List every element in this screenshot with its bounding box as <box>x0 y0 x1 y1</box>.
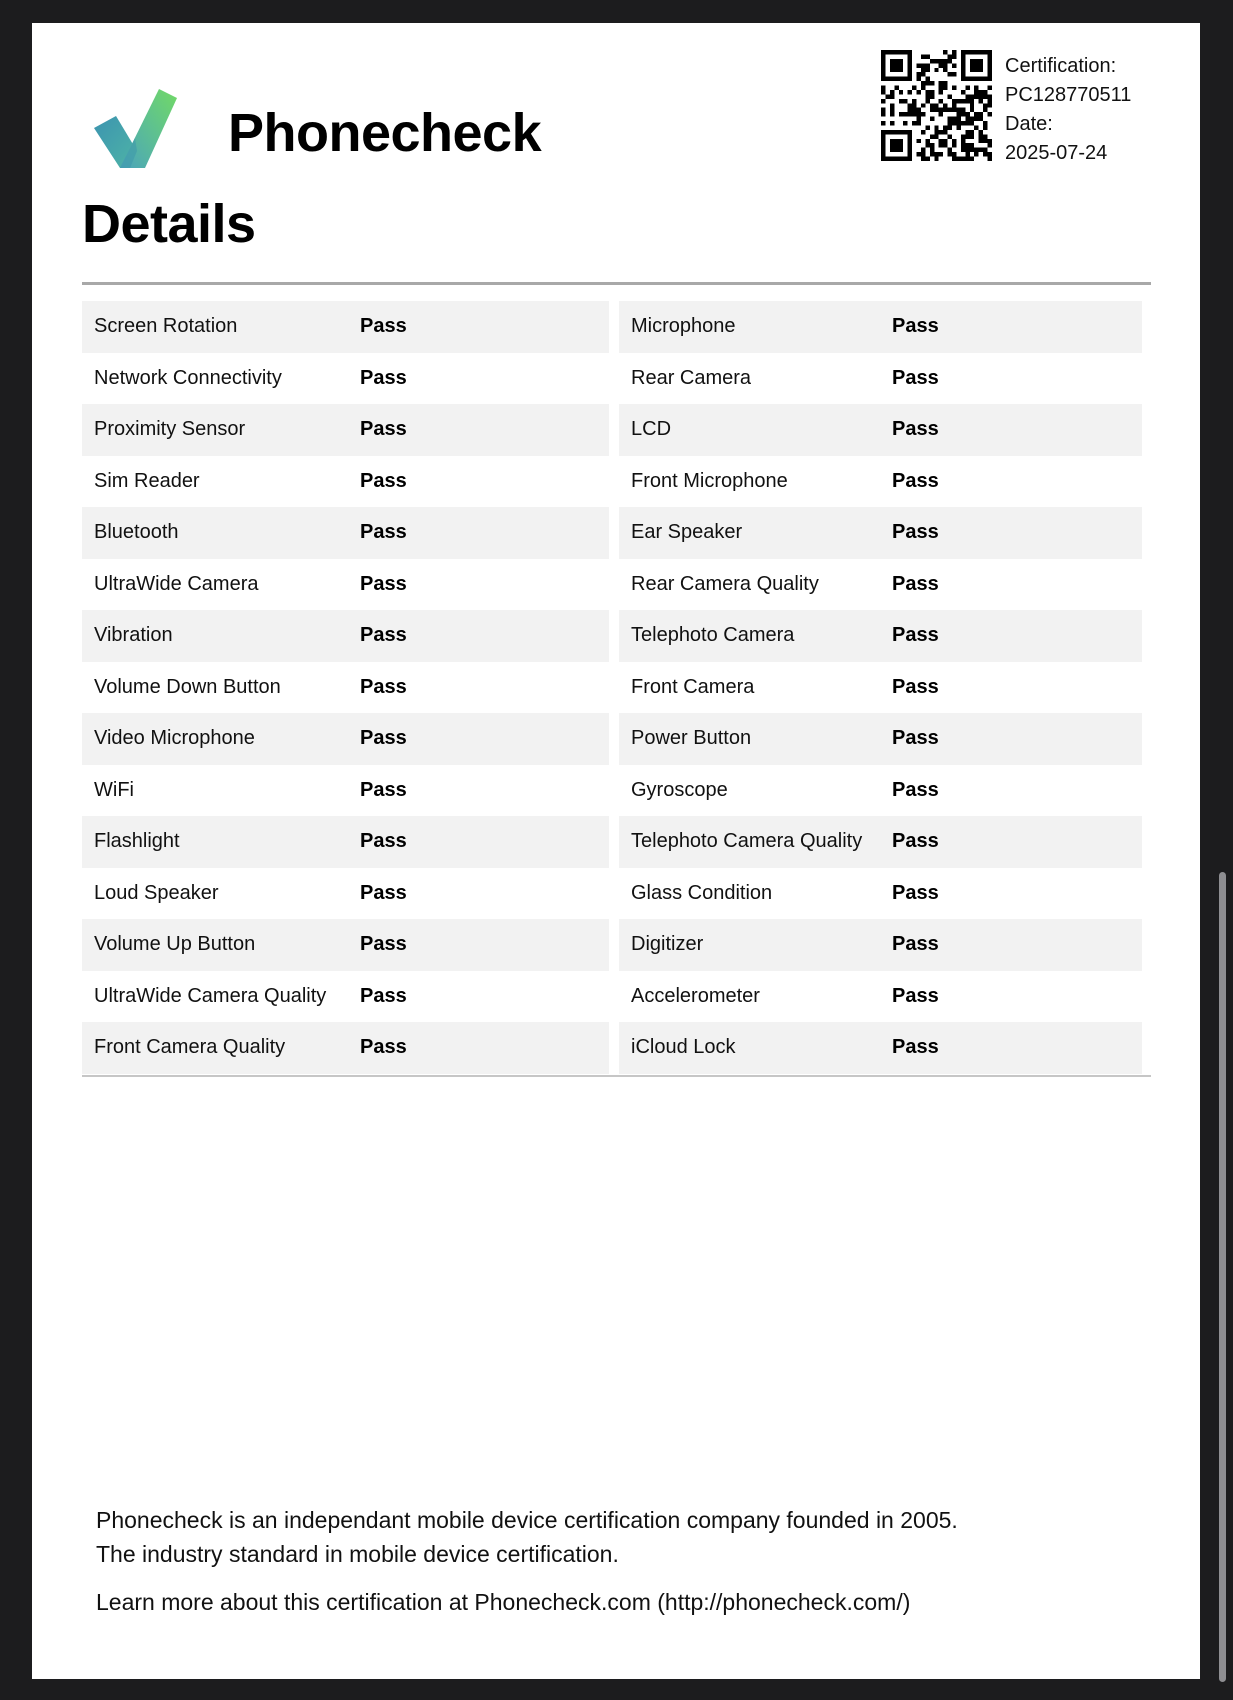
test-name: LCD <box>631 418 672 440</box>
scrollbar[interactable] <box>1217 0 1227 1700</box>
table-row <box>619 713 1142 765</box>
test-result: Pass <box>892 984 939 1007</box>
table-row <box>619 404 1142 456</box>
details-column-right <box>619 301 1142 1074</box>
test-result: Pass <box>360 624 407 646</box>
date-value: 2025-07-24 <box>1005 142 1108 164</box>
test-name: Sim Reader <box>94 469 200 492</box>
test-result: Pass <box>360 727 407 749</box>
test-name: Rear Camera Quality <box>631 572 819 595</box>
test-name: Glass Condition <box>631 881 773 904</box>
test-name: Front Camera <box>631 675 755 698</box>
table-row <box>619 456 1142 508</box>
test-result: Pass <box>360 315 407 337</box>
test-result: Pass <box>892 778 939 801</box>
table-row <box>82 1022 609 1074</box>
table-row <box>82 662 609 714</box>
test-name: UltraWide Camera <box>94 572 259 595</box>
table-row <box>82 713 609 765</box>
test-name: Accelerometer <box>631 984 760 1007</box>
divider <box>82 1075 1151 1077</box>
table-row <box>82 507 609 559</box>
test-result: Pass <box>892 572 939 595</box>
test-name: Volume Up Button <box>94 933 256 955</box>
test-result: Pass <box>892 418 939 440</box>
footer-about: Phonecheck is an independant mobile device certification company founded in 2005. <box>96 1507 958 1533</box>
details-column-left <box>82 301 609 1074</box>
table-row <box>619 662 1142 714</box>
test-result: Pass <box>892 675 939 698</box>
test-name: UltraWide Camera Quality <box>94 984 327 1007</box>
test-result: Pass <box>360 984 407 1007</box>
test-result: Pass <box>892 933 939 955</box>
table-row <box>619 765 1142 817</box>
test-name: Microphone <box>631 315 736 337</box>
test-name: Screen Rotation <box>94 315 238 337</box>
table-row <box>619 816 1142 868</box>
test-result: Pass <box>892 881 939 904</box>
test-name: Volume Down Button <box>94 675 281 698</box>
qr-code <box>881 50 992 161</box>
table-row <box>82 816 609 868</box>
test-result: Pass <box>892 727 939 749</box>
table-row <box>619 610 1142 662</box>
test-result: Pass <box>360 933 407 955</box>
test-result: Pass <box>892 521 939 543</box>
test-result: Pass <box>360 830 407 852</box>
scrollbar-thumb[interactable] <box>1219 872 1226 1682</box>
test-name: Video Microphone <box>94 727 255 749</box>
test-result: Pass <box>892 1036 939 1058</box>
brand-logo <box>90 68 540 168</box>
checkmark-logo-icon <box>90 68 180 168</box>
test-name: Flashlight <box>94 830 180 852</box>
test-name: Power Button <box>631 727 752 749</box>
test-result: Pass <box>360 881 407 904</box>
footer <box>96 1503 958 1619</box>
table-row <box>619 559 1142 611</box>
test-result: Pass <box>360 572 407 595</box>
test-name: Bluetooth <box>94 521 179 543</box>
table-row <box>619 1022 1142 1074</box>
table-row <box>619 868 1142 920</box>
footer-tagline: The industry standard in mobile device certification. <box>96 1541 619 1567</box>
table-row <box>82 559 609 611</box>
date-label: Date: <box>1005 113 1053 135</box>
test-name: Vibration <box>94 624 173 646</box>
table-row <box>619 507 1142 559</box>
test-name: Front Microphone <box>631 469 788 492</box>
certificate-info <box>1005 52 1131 168</box>
test-name: Network Connectivity <box>94 366 282 389</box>
test-result: Pass <box>360 778 407 801</box>
test-name: Ear Speaker <box>631 521 743 543</box>
table-row <box>619 919 1142 971</box>
page-title: Details <box>82 194 256 254</box>
test-name: Rear Camera <box>631 366 752 389</box>
test-result: Pass <box>360 675 407 698</box>
test-name: Gyroscope <box>631 778 728 801</box>
test-result: Pass <box>360 366 407 389</box>
table-row <box>82 971 609 1023</box>
table-row <box>619 971 1142 1023</box>
certification-number: PC128770511 <box>1005 84 1132 106</box>
certificate-page <box>32 23 1200 1679</box>
test-name: Digitizer <box>631 933 704 955</box>
test-result: Pass <box>360 1036 407 1058</box>
qr-code-icon <box>881 50 992 161</box>
test-name: Loud Speaker <box>94 881 219 904</box>
table-row <box>82 765 609 817</box>
test-result: Pass <box>360 469 407 492</box>
table-row <box>82 610 609 662</box>
test-result: Pass <box>360 521 407 543</box>
table-row <box>82 353 609 405</box>
test-result: Pass <box>892 315 939 337</box>
brand-name: Phonecheck <box>228 103 542 163</box>
divider <box>82 282 1151 285</box>
test-name: Front Camera Quality <box>94 1036 286 1058</box>
table-row <box>619 353 1142 405</box>
footer-learn-more-link[interactable]: Learn more about this certification at Phonecheck.com (http://phonecheck.com/) <box>96 1589 911 1615</box>
test-result: Pass <box>892 624 939 646</box>
table-row <box>82 404 609 456</box>
test-name: Telephoto Camera Quality <box>631 830 863 852</box>
table-row <box>619 301 1142 353</box>
table-row <box>82 868 609 920</box>
certification-label: Certification: <box>1005 55 1117 77</box>
test-name: WiFi <box>94 778 134 801</box>
table-row <box>82 919 609 971</box>
test-result: Pass <box>892 469 939 492</box>
table-row <box>82 301 609 353</box>
test-result: Pass <box>360 418 407 440</box>
test-result: Pass <box>892 366 939 389</box>
test-result: Pass <box>892 830 939 852</box>
test-name: Telephoto Camera <box>631 624 795 646</box>
test-name: Proximity Sensor <box>94 418 246 440</box>
test-name: iCloud Lock <box>631 1036 736 1058</box>
table-row <box>82 456 609 508</box>
